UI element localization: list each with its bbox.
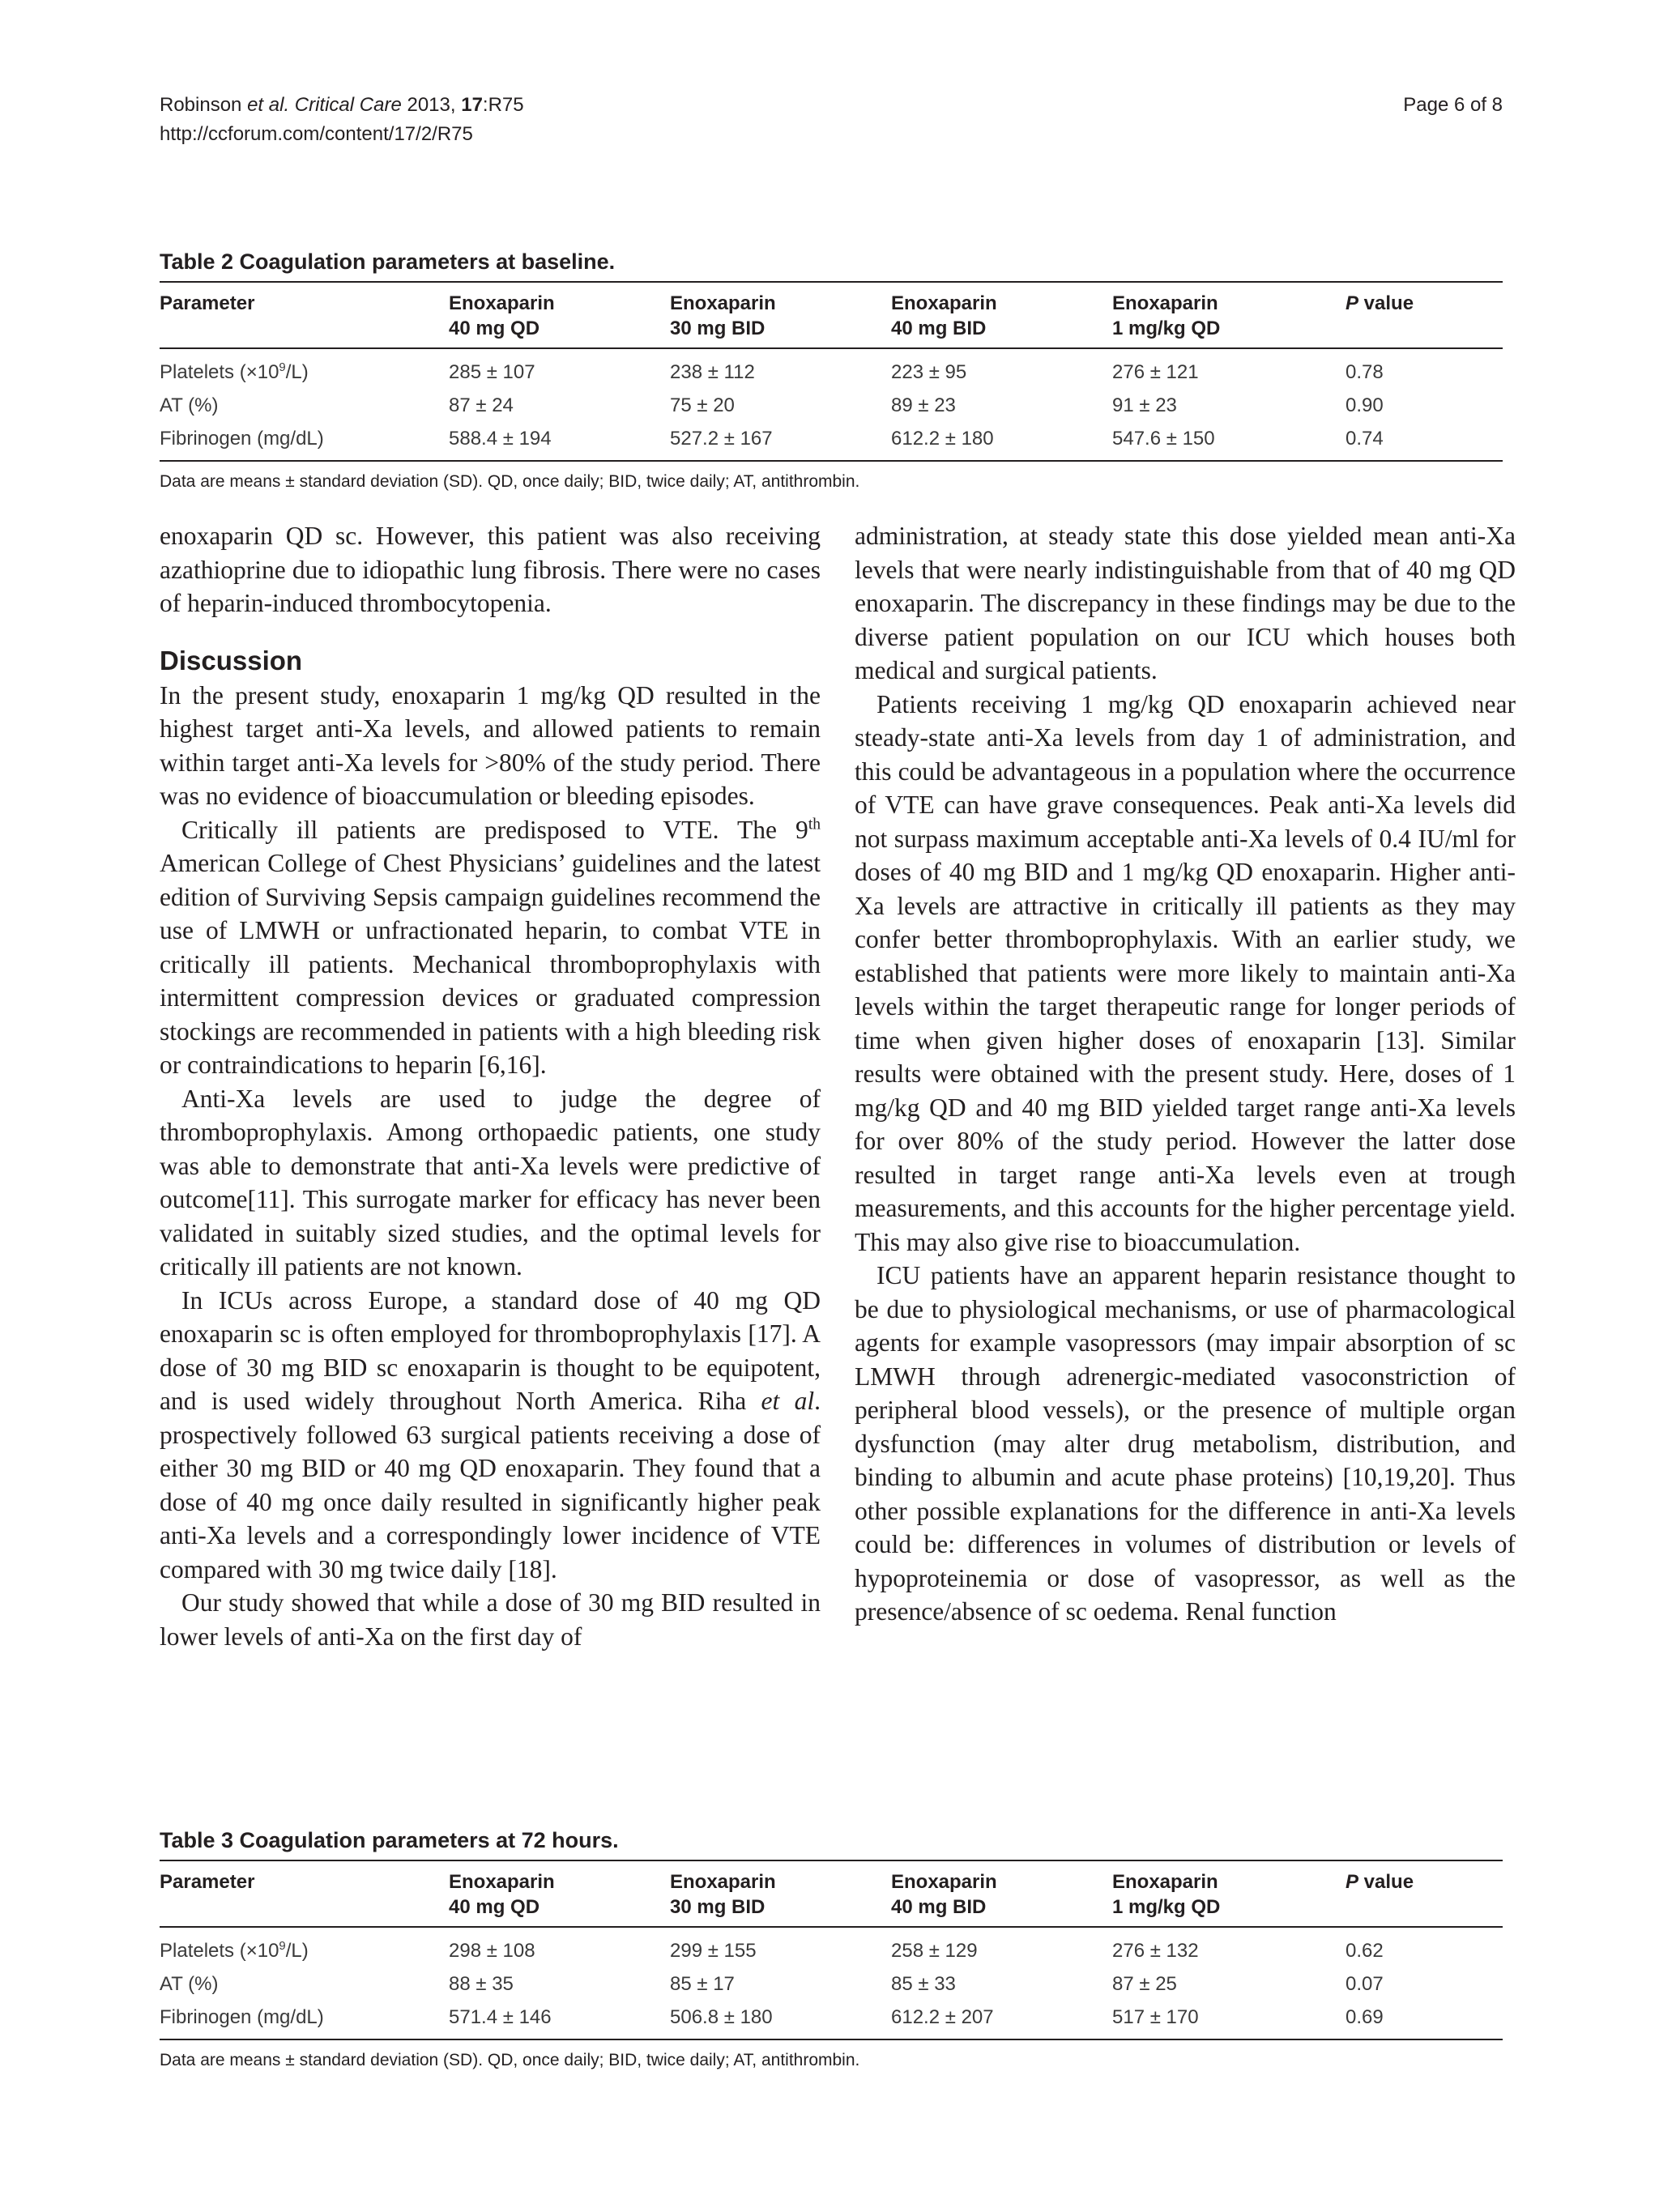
table-cell: 91 ± 23: [1112, 394, 1177, 416]
table-cell: 258 ± 129: [891, 1940, 978, 1962]
table-2-title: Table 2 Coagulation parameters at baseline.: [160, 249, 616, 274]
column-header-p-value: P value: [1346, 282, 1503, 348]
table-cell: 276 ± 121: [1112, 361, 1199, 383]
citation-journal: et al. Critical Care: [247, 94, 402, 116]
row-parameter: AT (%): [160, 1973, 219, 1995]
paragraph: Critically ill patients are predisposed to VTE. The 9th American College of Chest Physicians’ guidelines and the latest edition of Surviving Sepsis campaign guidelines recommend the use of LMWH or unfractionated heparin, to combat VTE in critically ill patients. Mechanical thromboprophylaxis with intermittent compression devices or graduated compression stockings are recommended in patients with a high bleeding risk or contraindications to heparin [6,16].: [160, 815, 821, 1079]
table-cell: 276 ± 132: [1112, 1940, 1199, 1962]
column-header: Parameter: [160, 1860, 449, 1927]
table-2-footnote: Data are means ± standard deviation (SD). QD, once daily; BID, twice daily; AT, antithrombin.: [160, 472, 860, 491]
paragraph: In the present study, enoxaparin 1 mg/kg QD resulted in the highest target anti-Xa levels, and allowed patients to remain within target anti-Xa levels for >80% of the study period. There was no evidence of bioaccumulation or bleeding episodes.: [160, 680, 821, 810]
table-2: [160, 247, 1503, 494]
section-heading-discussion: Discussion: [160, 645, 303, 676]
p-value-cell: 0.90: [1346, 394, 1384, 416]
table-cell: 506.8 ± 180: [670, 2001, 891, 2039]
table-cell: 85 ± 33: [891, 1973, 956, 1995]
column-header: Enoxaparin 40 mg BID: [891, 1860, 1112, 1927]
table-cell: 87 ± 24: [449, 394, 514, 416]
table-cell: 85 ± 17: [670, 1973, 735, 1995]
p-value-cell: 0.78: [1346, 361, 1384, 383]
row-parameter: Fibrinogen (mg/dL): [160, 422, 449, 461]
paragraph: enoxaparin QD sc. However, this patient was also receiving azathioprine due to idiopathic lung fibrosis. There were no cases of heparin-induced thrombocytopenia.: [160, 522, 821, 617]
table-cell: 517 ± 170: [1112, 2001, 1346, 2039]
table-row: [160, 422, 1503, 461]
p-value-cell: 0.74: [1346, 422, 1503, 461]
page-number: Page 6 of 8: [1403, 94, 1503, 116]
paragraph: administration, at steady state this dose yielded mean anti-Xa levels that were nearly indistinguishable from that of 40 mg QD enoxaparin. The discrepancy in these findings may be due to the diverse patient population on our ICU which houses both medical and surgical patients.: [855, 522, 1516, 684]
table-3: [160, 1826, 1503, 2073]
row-parameter: Fibrinogen (mg/dL): [160, 2001, 449, 2039]
table-row: [160, 348, 1503, 389]
column-header: Enoxaparin 1 mg/kg QD: [1112, 282, 1346, 348]
table-cell: 298 ± 108: [449, 1940, 535, 1962]
paragraph: In ICUs across Europe, a standard dose of 40 mg QD enoxaparin sc is often employed for thromboprophylaxis [17]. A dose of 30 mg BID sc enoxaparin is thought to be equipotent, and is used widely throughout North America. Riha et al. prospectively followed 63 surgical patients receiving a dose of either 30 mg BID or 40 mg QD enoxaparin. They found that a dose of 40 mg once daily resulted in significantly higher peak anti-Xa levels and a correspondingly lower incidence of VTE compared with 30 mg twice daily [18].: [160, 1285, 821, 1583]
table-3-footnote: Data are means ± standard deviation (SD). QD, once daily; BID, twice daily; AT, antithrombin.: [160, 2051, 860, 2069]
column-header: Enoxaparin 40 mg QD: [449, 282, 670, 348]
table-3-title: Table 3 Coagulation parameters at 72 hours.: [160, 1828, 619, 1852]
citation-volume: 17: [461, 94, 483, 116]
table-cell: 527.2 ± 167: [670, 422, 891, 461]
citation-year: 2013,: [401, 94, 462, 116]
table-row: [160, 1927, 1503, 1967]
citation-article: :R75: [482, 94, 524, 116]
table-cell: 75 ± 20: [670, 394, 735, 416]
table-3-grid: [160, 1860, 1503, 2040]
column-header: Enoxaparin 40 mg QD: [449, 1860, 670, 1927]
table-row: [160, 1967, 1503, 2001]
table-row: [160, 2001, 1503, 2039]
p-value-cell: 0.62: [1346, 1940, 1384, 1962]
body-column-right: [855, 519, 1516, 1629]
table-cell: 285 ± 107: [449, 361, 535, 383]
column-header: Enoxaparin 1 mg/kg QD: [1112, 1860, 1346, 1927]
table-cell: 87 ± 25: [1112, 1973, 1177, 1995]
p-value-cell: 0.69: [1346, 2001, 1503, 2039]
paragraph: ICU patients have an apparent heparin resistance thought to be due to physiological mechanisms, or use of pharmacological agents for example vasopressors (may impair absorption of sc LMWH through adrenergic-mediated vasoconstriction of peripheral blood vessels), or the presence of multiple organ dysfunction (may alter drug metabolism, distribution, and binding to albumin and acute phase proteins) [10,19,20]. Thus other possible explanations for the difference in anti-Xa levels could be: differences in volumes of distribution or levels of hypoproteinemia or dose of vasopressor, as well as the presence/absence of sc oedema. Renal function: [855, 1261, 1516, 1626]
table-cell: 223 ± 95: [891, 361, 967, 383]
article-url[interactable]: http://ccforum.com/content/17/2/R75: [160, 123, 473, 145]
citation-block: [160, 91, 524, 149]
table-cell: 299 ± 155: [670, 1940, 757, 1962]
row-parameter: AT (%): [160, 394, 219, 416]
row-parameter: Platelets $(\times 10^9/L)$: [160, 361, 309, 383]
table-cell: 612.2 ± 180: [891, 422, 1112, 461]
citation: [160, 91, 524, 120]
column-header: Parameter: [160, 282, 449, 348]
table-cell: 547.6 ± 150: [1112, 422, 1346, 461]
table-cell: 88 ± 35: [449, 1973, 514, 1995]
table-cell: 588.4 ± 194: [449, 422, 670, 461]
table-header-row: [160, 282, 1503, 348]
table-header-row: [160, 1860, 1503, 1927]
column-header: Enoxaparin 30 mg BID: [670, 1860, 891, 1927]
citation-authors: Robinson: [160, 94, 248, 116]
table-cell: 612.2 ± 207: [891, 2001, 1112, 2039]
column-header-p-value: P value: [1346, 1860, 1503, 1927]
row-parameter: Platelets $(\times 10^9/L)$: [160, 1940, 309, 1962]
p-value-cell: 0.07: [1346, 1973, 1384, 1995]
table-cell: 238 ± 112: [670, 361, 755, 383]
column-header: Enoxaparin 40 mg BID: [891, 282, 1112, 348]
column-header: Enoxaparin 30 mg BID: [670, 282, 891, 348]
paragraph: Patients receiving 1 mg/kg QD enoxaparin achieved near steady-state anti-Xa levels from day 1 of administration, and this could be advantageous in a population where the occurrence of VTE can have grave consequences. Peak anti-Xa levels did not surpass maximum acceptable anti-Xa levels of 0.4 IU/ml for doses of 40 mg BID and 1 mg/kg QD enoxaparin. Higher anti-Xa levels are attractive in critically ill patients as they may confer better thromboprophylaxis. With an earlier study, we established that patients were more likely to maintain anti-Xa levels within the target therapeutic range for longer periods of time when given higher doses of enoxaparin [13]. Similar results were obtained with the present study. Here, doses of 1 mg/kg QD and 40 mg BID yielded target range anti-Xa levels for over 80% of the study period. However the latter dose resulted in target range anti-Xa levels even at trough measurements, and this accounts for the higher percentage yield. This may also give rise to bioaccumulation.: [855, 689, 1516, 1256]
table-2-grid: [160, 281, 1503, 462]
table-cell: 571.4 ± 146: [449, 2001, 670, 2039]
table-row: [160, 389, 1503, 422]
body-column-left: [160, 519, 821, 1653]
table-cell: 89 ± 23: [891, 394, 956, 416]
paragraph: Anti-Xa levels are used to judge the degree of thromboprophylaxis. Among orthopaedic patients, one study was able to demonstrate that anti-Xa levels were predictive of outcome[11]. This surrogate marker for efficacy has never been validated in suitably sized studies, and the optimal levels for critically ill patients are not known.: [160, 1084, 821, 1281]
paragraph: Our study showed that while a dose of 30 mg BID resulted in lower levels of anti-Xa on the first day of: [160, 1588, 821, 1651]
